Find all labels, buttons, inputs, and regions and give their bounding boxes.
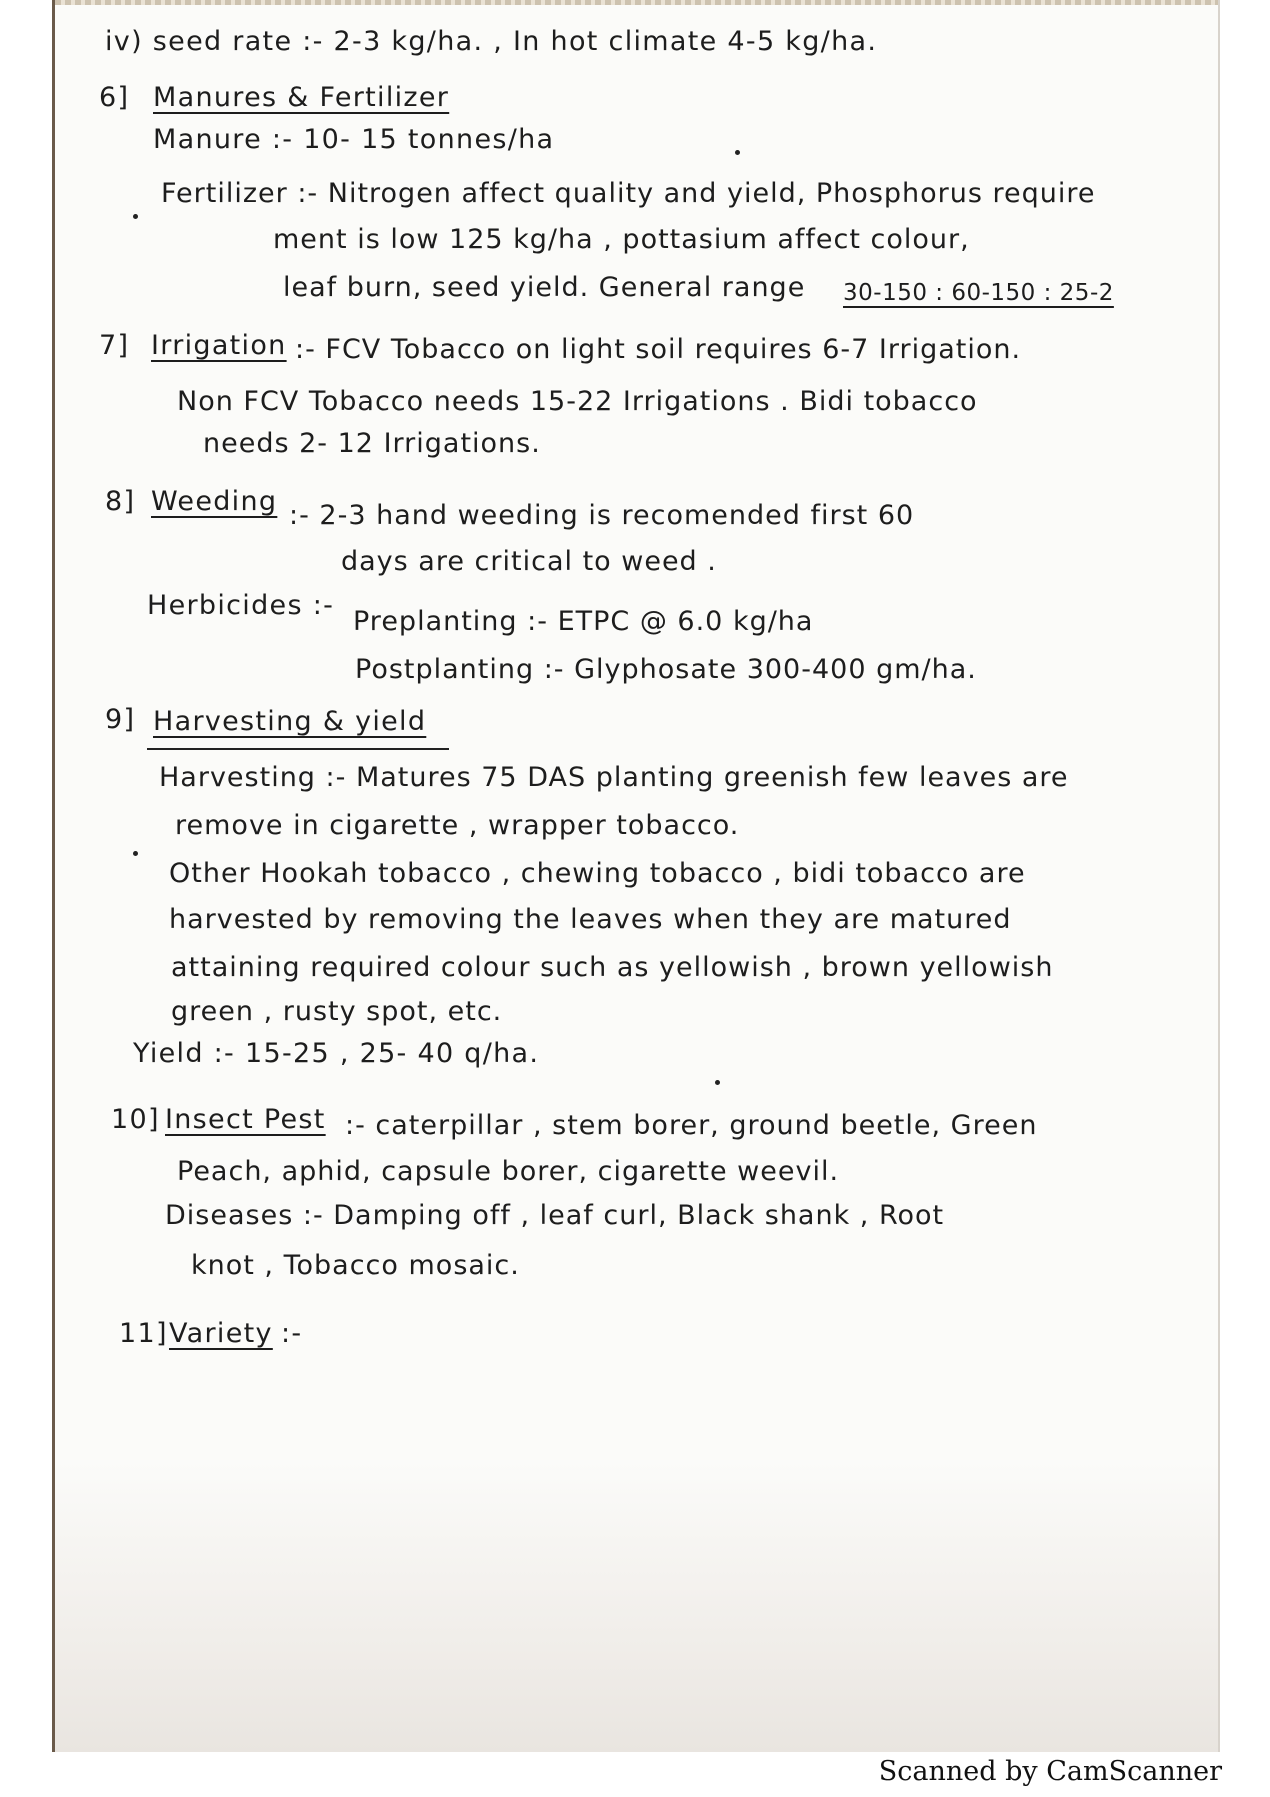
section-6-number: 6] — [99, 82, 130, 113]
ink-speck — [735, 150, 740, 155]
section-10-number: 10] — [111, 1104, 160, 1135]
weeding-line-1: :- 2-3 hand weeding is recomended first 60 — [289, 500, 915, 531]
section-9-double-underline — [147, 748, 449, 750]
fertilizer-line-3: leaf burn, seed yield. General range — [283, 272, 806, 303]
section-8-heading: Weeding — [151, 486, 278, 517]
irrigation-line-3: needs 2- 12 Irrigations. — [203, 428, 541, 459]
section-7-heading: Irrigation — [151, 330, 287, 361]
manure-line: Manure :- 10- 15 tonnes/ha — [153, 124, 555, 155]
section-11-number: 11] — [119, 1318, 168, 1349]
harvesting-line-1: Harvesting :- Matures 75 DAS planting greenish few leaves are — [159, 762, 1069, 793]
fertilizer-range: 30-150 : 60-150 : 25-2 — [843, 280, 1114, 306]
page-bottom-shadow — [55, 1462, 1218, 1752]
ink-speck — [133, 214, 138, 219]
insect-pest-line-2: Peach, aphid, capsule borer, cigarette weevil. — [177, 1156, 840, 1187]
harvesting-line-3: Other Hookah tobacco , chewing tobacco , bidi tobacco are — [169, 858, 1026, 889]
section-7-number: 7] — [99, 330, 130, 361]
section-6-heading: Manures & Fertilizer — [153, 82, 450, 113]
irrigation-line-1: :- FCV Tobacco on light soil requires 6-7 Irrigation. — [295, 334, 1022, 365]
section-9-heading: Harvesting & yield — [153, 706, 427, 737]
ink-speck — [133, 851, 138, 856]
section-11-separator: :- — [281, 1318, 303, 1349]
yield-line: Yield :- 15-25 , 25- 40 q/ha. — [133, 1038, 540, 1069]
harvesting-line-5: attaining required colour such as yellowish , brown yellowish — [171, 952, 1054, 983]
herbicides-label: Herbicides :- — [147, 590, 335, 621]
irrigation-line-2: Non FCV Tobacco needs 15-22 Irrigations . Bidi tobacco — [177, 386, 978, 417]
section-8-number: 8] — [105, 486, 136, 517]
weeding-line-2: days are critical to weed . — [341, 546, 717, 577]
harvesting-line-6: green , rusty spot, etc. — [171, 996, 503, 1027]
ink-speck — [715, 1080, 720, 1085]
diseases-line-2: knot , Tobacco mosaic. — [191, 1250, 520, 1281]
fertilizer-line-2: ment is low 125 kg/ha , pottasium affect colour, — [273, 224, 970, 255]
section-10-heading: Insect Pest — [165, 1104, 326, 1135]
fertilizer-line-1: Fertilizer :- Nitrogen affect quality and yield, Phosphorus require — [161, 178, 1096, 209]
scanner-watermark: Scanned by CamScanner — [878, 1756, 1222, 1787]
harvesting-line-4: harvested by removing the leaves when they are matured — [169, 904, 1012, 935]
harvesting-line-2: remove in cigarette , wrapper tobacco. — [175, 810, 740, 841]
herbicide-preplanting: Preplanting :- ETPC @ 6.0 kg/ha — [353, 606, 814, 637]
seed-rate-line: iv) seed rate :- 2-3 kg/ha. , In hot climate 4-5 kg/ha. — [105, 26, 878, 57]
diseases-line-1: Diseases :- Damping off , leaf curl, Black shank , Root — [165, 1200, 945, 1231]
herbicide-postplanting: Postplanting :- Glyphosate 300-400 gm/ha. — [355, 654, 977, 685]
insect-pest-line-1: :- caterpillar , stem borer, ground beetle, Green — [345, 1110, 1038, 1141]
section-9-number: 9] — [105, 704, 136, 735]
scanned-page — [52, 0, 1220, 1752]
section-11-heading: Variety — [169, 1318, 273, 1349]
